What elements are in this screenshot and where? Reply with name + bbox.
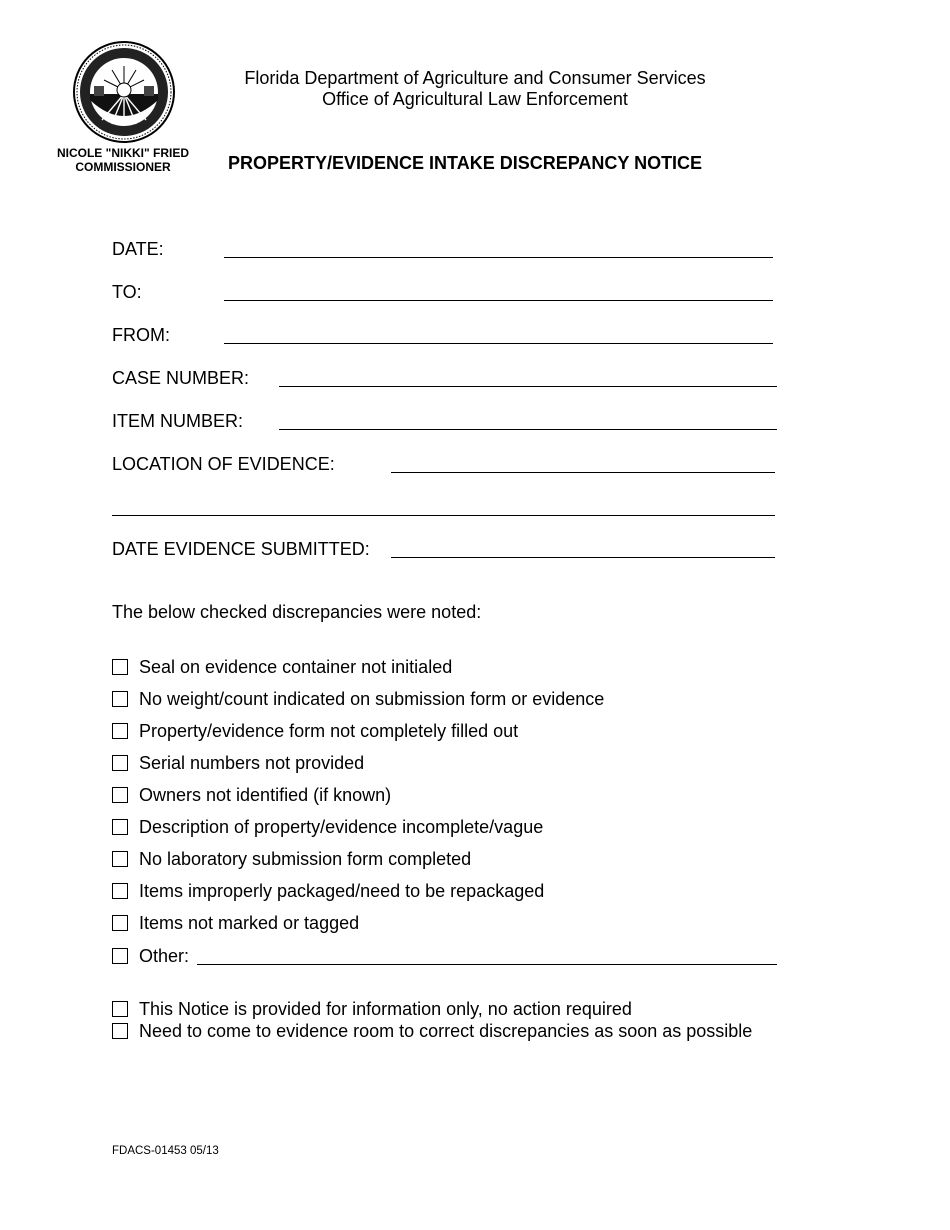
action-item: [112, 1020, 752, 1042]
discrepancy-label: Owners not identified (if known): [139, 784, 392, 805]
checkbox[interactable]: [112, 883, 128, 899]
discrepancy-item: [112, 784, 391, 806]
location-field-continued[interactable]: [112, 515, 775, 516]
commissioner-title: COMMISSIONER: [75, 160, 171, 174]
item-number-label: ITEM NUMBER:: [112, 411, 244, 431]
discrepancy-label: No weight/count indicated on submission form or evidence: [139, 688, 605, 709]
discrepancy-item: [112, 880, 544, 902]
location-field[interactable]: [391, 472, 775, 473]
date-label: DATE:: [112, 239, 164, 259]
office-name: Office of Agricultural Law Enforcement: [322, 89, 628, 109]
discrepancy-item-other: [112, 945, 189, 967]
case-number-field[interactable]: [279, 386, 777, 387]
discrepancy-label: Items not marked or tagged: [139, 912, 360, 933]
action-label: Need to come to evidence room to correct discrepancies as soon as possible: [139, 1020, 753, 1041]
checkbox[interactable]: [112, 787, 128, 803]
action-item: [112, 998, 632, 1020]
to-field[interactable]: [224, 300, 773, 301]
date-submitted-field[interactable]: [391, 557, 775, 558]
checkbox[interactable]: [112, 659, 128, 675]
discrepancy-label: No laboratory submission form completed: [139, 848, 472, 869]
form-title: PROPERTY/EVIDENCE INTAKE DISCREPANCY NOTICE: [228, 153, 703, 173]
checkbox[interactable]: [112, 755, 128, 771]
date-submitted-label: DATE EVIDENCE SUBMITTED:: [112, 539, 370, 559]
discrepancy-label: Description of property/evidence incomplete/vague: [139, 816, 544, 837]
location-label: LOCATION OF EVIDENCE:: [112, 454, 335, 474]
checkbox[interactable]: [112, 948, 128, 964]
item-number-field[interactable]: [279, 429, 777, 430]
discrepancy-label: Seal on evidence container not initialed: [139, 656, 453, 677]
commissioner-block: [52, 146, 194, 174]
discrepancy-item: [112, 656, 452, 678]
discrepancy-label: Other:: [139, 945, 190, 966]
case-number-label: CASE NUMBER:: [112, 368, 250, 388]
discrepancy-item: [112, 912, 359, 934]
discrepancy-label: Items improperly packaged/need to be repackaged: [139, 880, 545, 901]
form-number: FDACS-01453 05/13: [112, 1145, 219, 1157]
agency-header: [210, 68, 740, 110]
other-field[interactable]: [197, 964, 777, 965]
to-label: TO:: [112, 282, 142, 302]
discrepancies-intro: The below checked discrepancies were noted:: [112, 602, 482, 622]
from-field[interactable]: [224, 343, 773, 344]
checkbox[interactable]: [112, 851, 128, 867]
discrepancy-item: [112, 720, 518, 742]
commissioner-name: NICOLE "NIKKI" FRIED: [56, 146, 190, 160]
action-label: This Notice is provided for information only, no action required: [139, 998, 632, 1019]
checkbox[interactable]: [112, 1023, 128, 1039]
checkbox[interactable]: [112, 1001, 128, 1017]
checkbox[interactable]: [112, 723, 128, 739]
discrepancy-item: [112, 848, 471, 870]
department-seal-icon: [72, 40, 176, 144]
discrepancy-item: [112, 816, 543, 838]
checkbox[interactable]: [112, 691, 128, 707]
date-field[interactable]: [224, 257, 773, 258]
checkbox[interactable]: [112, 915, 128, 931]
discrepancy-item: [112, 752, 364, 774]
discrepancy-item: [112, 688, 604, 710]
discrepancy-label: Property/evidence form not completely filled out: [139, 720, 519, 741]
checkbox[interactable]: [112, 819, 128, 835]
from-label: FROM:: [112, 325, 170, 345]
department-name: Florida Department of Agriculture and Consumer Services: [244, 68, 706, 88]
discrepancy-label: Serial numbers not provided: [139, 752, 365, 773]
